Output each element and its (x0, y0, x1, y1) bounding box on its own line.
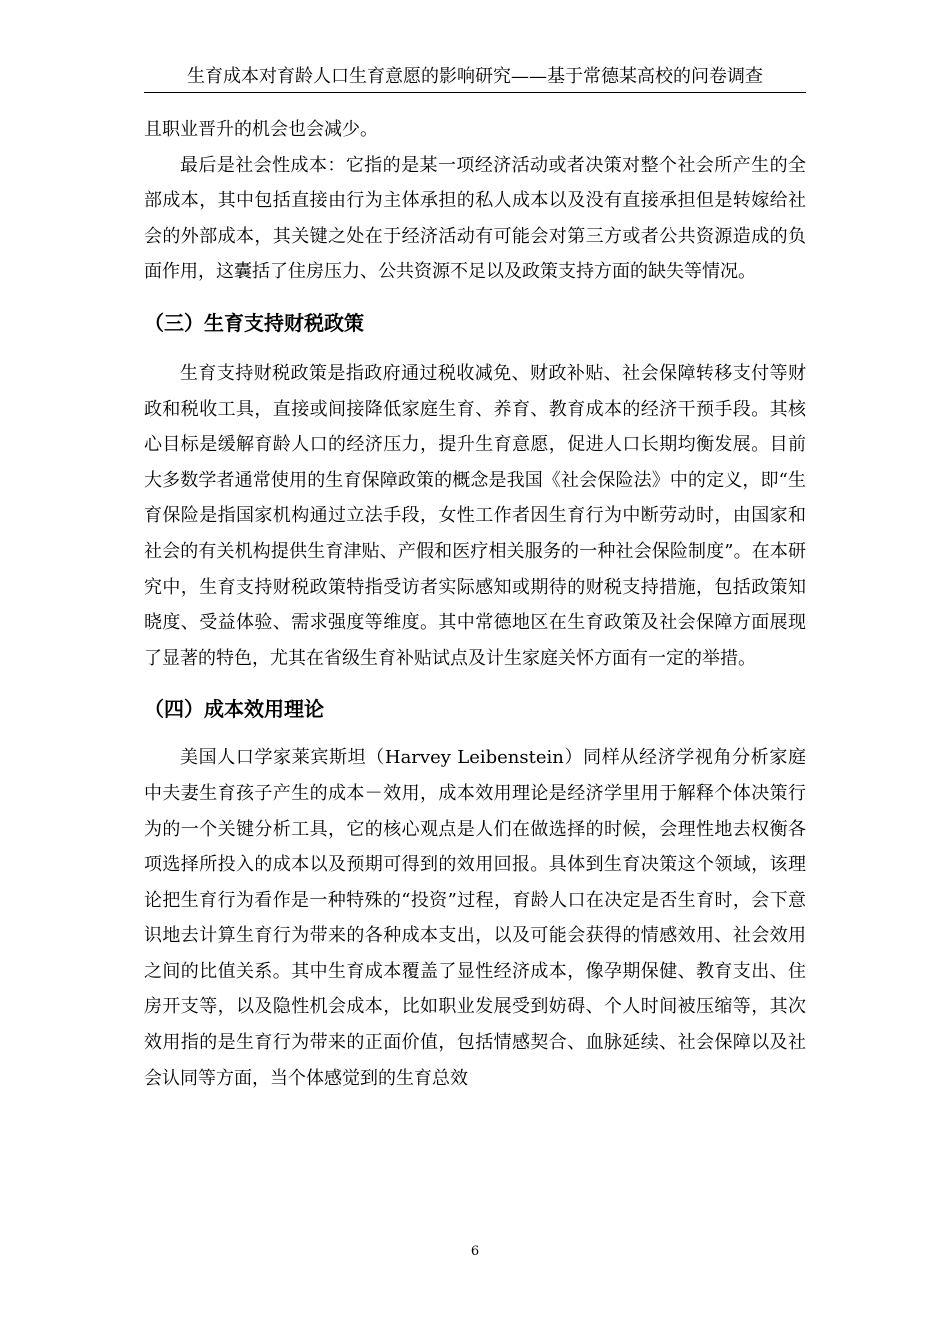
section-heading-cost-utility: （四）成本效用理论 (144, 697, 324, 722)
page-number: 6 (470, 1244, 480, 1259)
running-header: 生育成本对育龄人口生育意愿的影响研究——基于常德某高校的问卷调查 (144, 62, 806, 93)
paragraph-fiscal-policy: 生育支持财税政策是指政府通过税收减免、财政补贴、社会保障转移支付等财政和税收工具，直接或间接降低家庭生育、养育、教育成本的经济干预手段。其核心目标是缓解育龄人口的经济压力，提升生育意愿，促进人口长期均衡发展。目前大多数学者通常使用的生育保障政策的概念是我国《社会保险法》中的定义，即“生育保险是指国家机构通过立法手段，女性工作者因生育行为中断劳动时，由国家和社会的有关机构提供生育津贴、产假和医疗相关服务的一种社会保险制度”。在本研究中，生育支持财税政策特指受访者实际感知或期待的财税支持措施，包括政策知晓度、受益体验、需求强度等维度。其中常德地区在生育政策及社会保障方面展现了显著的特色，尤其在省级生育补贴试点及计生家庭关怀方面有一定的举措。 (144, 362, 806, 669)
page-body (144, 112, 806, 1096)
paragraph-social-cost: 最后是社会性成本：它指的是某一项经济活动或者决策对整个社会所产生的全部成本，其中包括直接由行为主体承担的私人成本以及没有直接承担但是转嫁给社会的外部成本，其关键之处在于经济活动有可能会对第三方或者公共资源造成的负面作用，这囊括了住房压力、公共资源不足以及政策支持方面的缺失等情况。 (144, 154, 806, 283)
section-heading-fiscal-policy: （三）生育支持财税政策 (144, 310, 364, 335)
paragraph-continuation: 且职业晋升的机会也会减少。 (144, 119, 378, 140)
paragraph-cost-utility: 美国人口学家莱宾斯坦（Harvey Leibenstein）同样从经济学视角分析家庭中夫妻生育孩子产生的成本－效用，成本效用理论是经济学里用于解释个体决策行为的一个关键分析工具，它的核心观点是人们在做选择的时候，会理性地去权衡各项选择所投入的成本以及预期可得到的效用回报。具体到生育决策这个领域，该理论把生育行为看作是一种特殊的“投资”过程，育龄人口在决定是否生育时，会下意识地去计算生育行为带来的各种成本支出，以及可能会获得的情感效用、社会效用之间的比值关系。其中生育成本覆盖了显性经济成本，像孕期保健、教育支出、住房开支等，以及隐性机会成本，比如职业发展受到妨碍、个人时间被压缩等，其次效用指的是生育行为带来的正面价值，包括情感契合、血脉延续、社会保障以及社会认同等方面，当个体感觉到的生育总效 (144, 747, 806, 1089)
